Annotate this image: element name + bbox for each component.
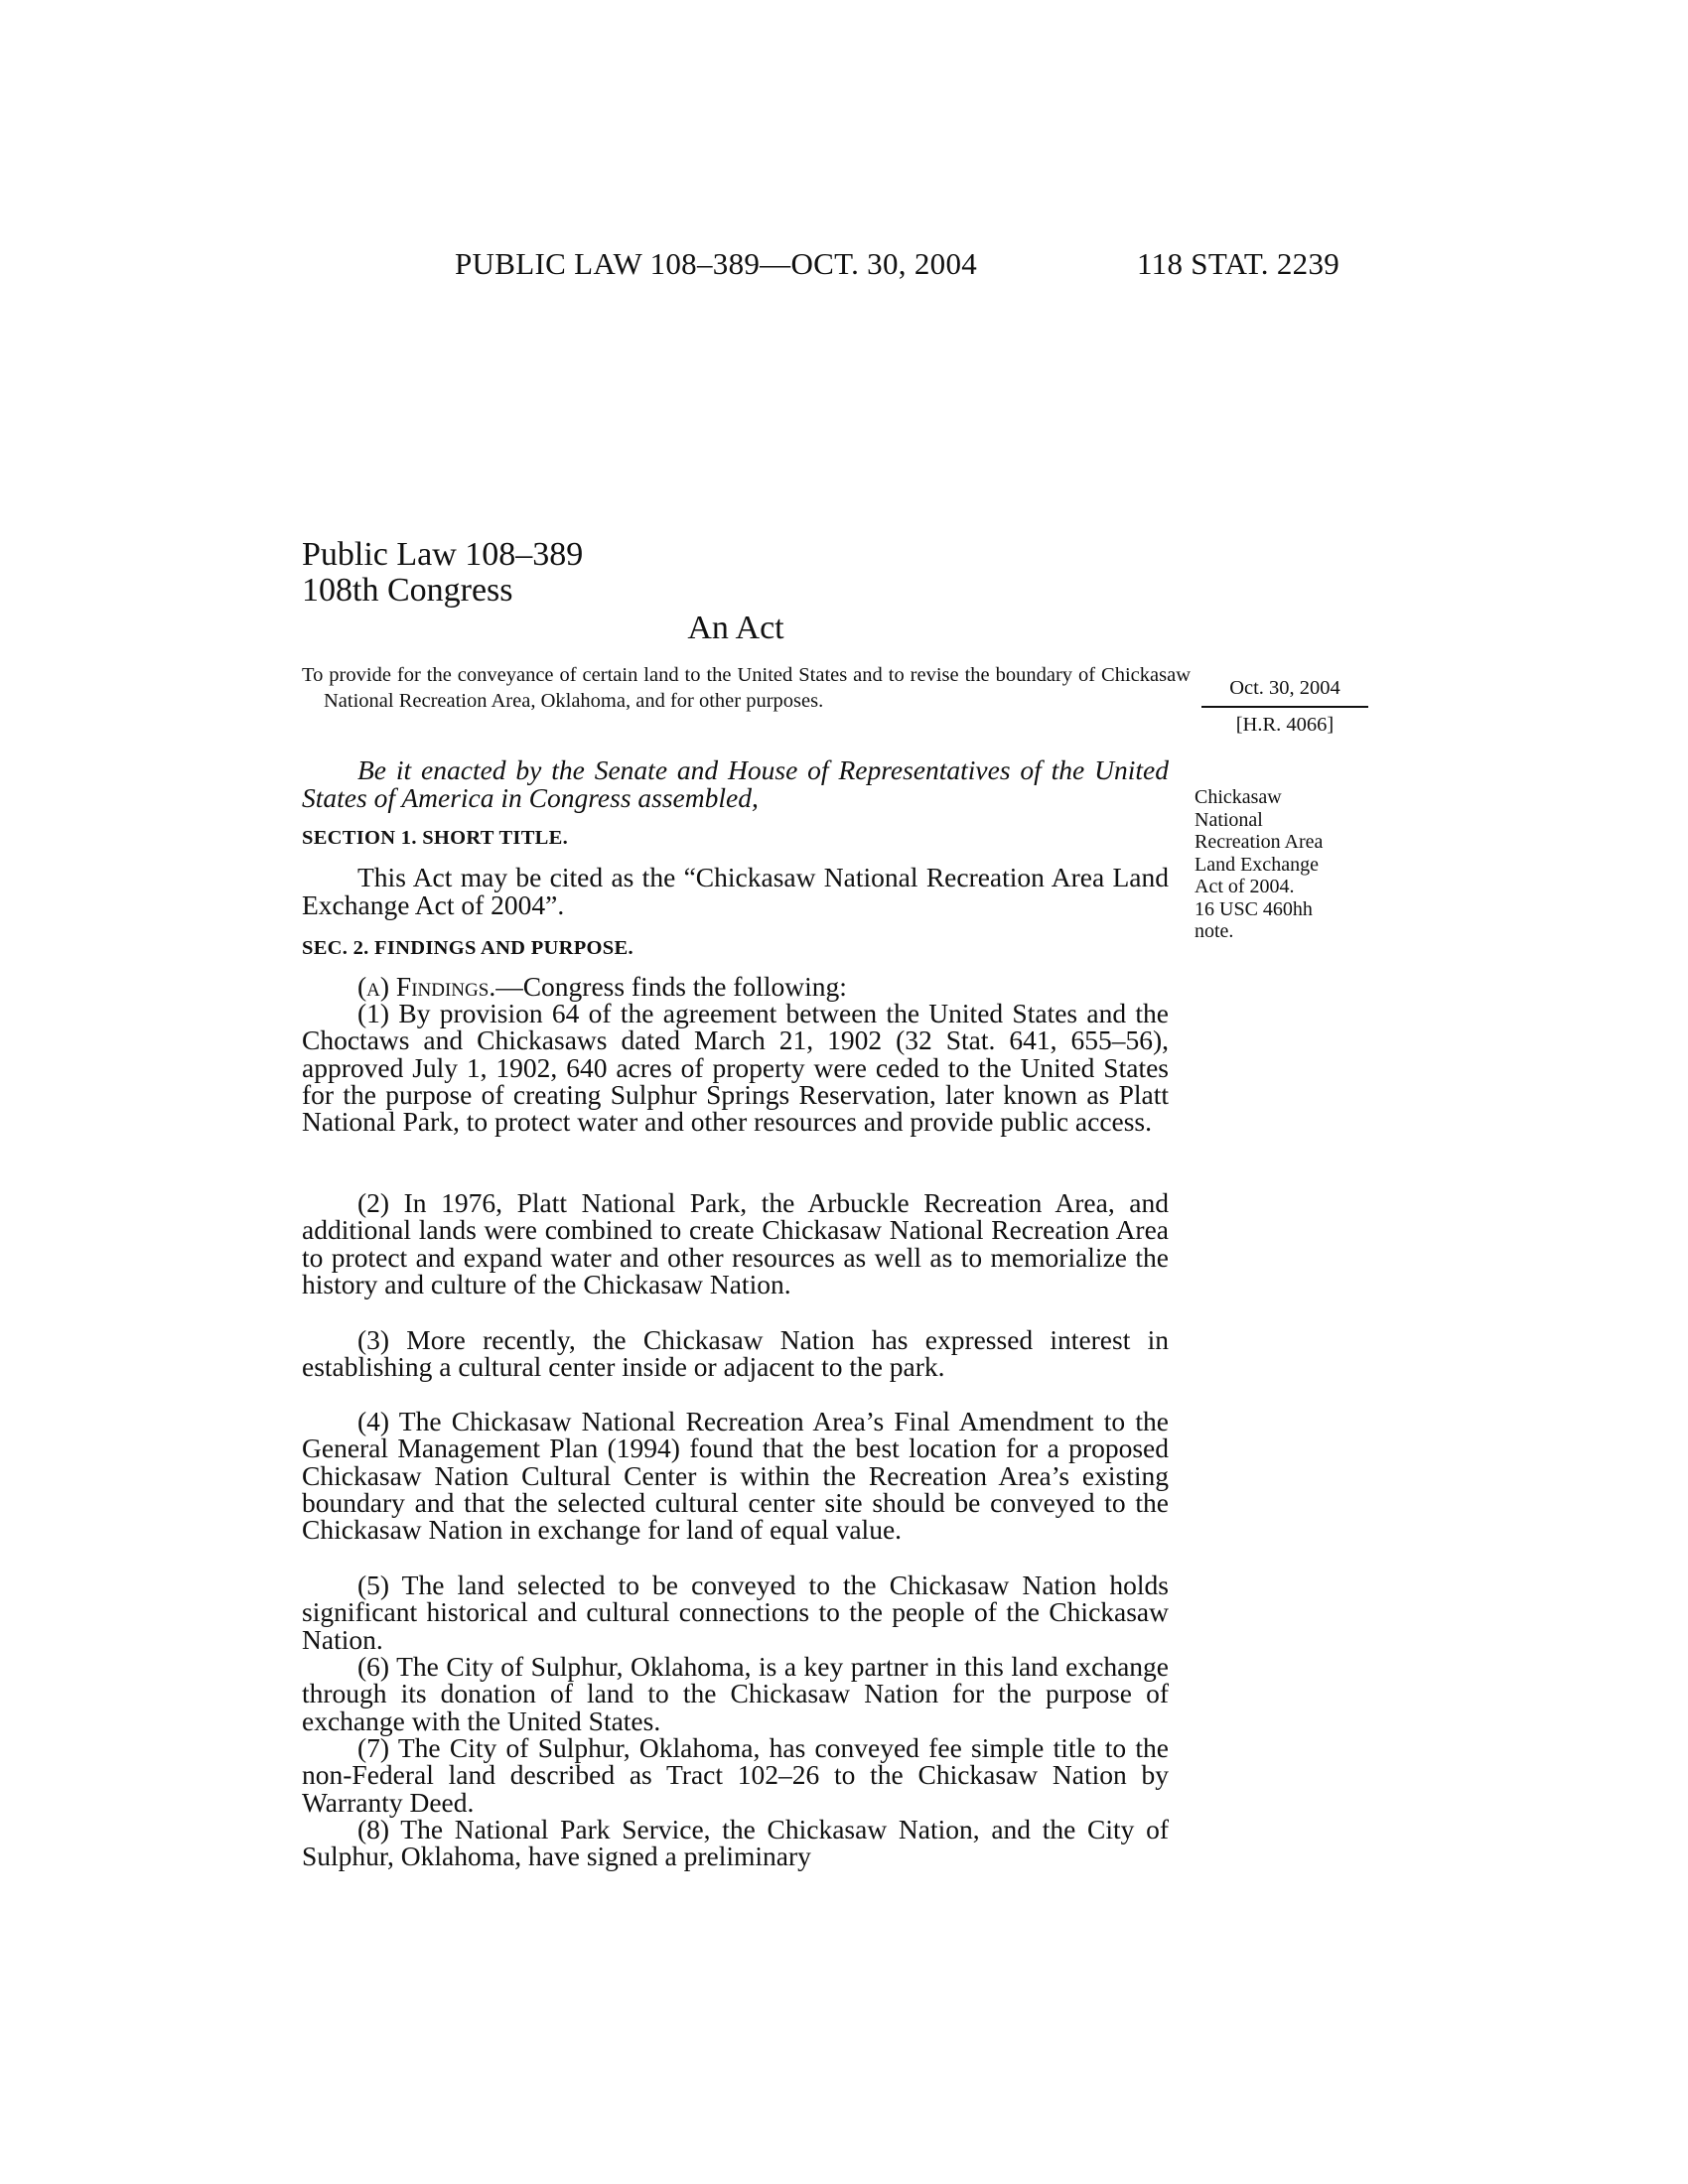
finding-2: (2) In 1976, Platt National Park, the Arbuckle Recreation Area, and additional lands were combined to create Chickasaw National Recreation Area to protect and expand water and other resources as well as to memorialize the history and culture of the Chickasaw Nation.: [302, 1187, 1169, 1299]
margin-date: Oct. 30, 2004: [1201, 677, 1368, 708]
finding-7: (7) The City of Sulphur, Oklahoma, has conveyed fee simple title to the non-Federal land described as Tract 102–26 to the Chickasaw Nation by Warranty Deed.: [302, 1732, 1169, 1818]
margin-note: [1195, 786, 1383, 943]
finding-6: (6) The City of Sulphur, Oklahoma, is a key partner in this land exchange through its donation of land to the Chickasaw Nation for the purpose of exchange with the United States.: [302, 1651, 1169, 1736]
margin-note-line: National: [1195, 808, 1263, 831]
enacting-clause: Be it enacted by the Senate and House of Representatives of the United States of America in Congress assembled,: [302, 754, 1169, 813]
margin-bill-number: [H.R. 4066]: [1235, 714, 1335, 736]
findings-intro: [302, 973, 1169, 1001]
section-1-heading: SECTION 1. SHORT TITLE.: [302, 827, 569, 849]
section-1-text: This Act may be cited as the “Chickasaw National Recreation Area Land Exchange Act of 2004”.: [302, 862, 1169, 920]
law-number: Public Law 108–389: [302, 536, 584, 573]
act-heading: An Act: [687, 610, 784, 646]
margin-note-line: Recreation Area: [1195, 831, 1324, 853]
congress-number: 108th Congress: [302, 572, 513, 609]
finding-8: (8) The National Park Service, the Chickasaw Nation, and the City of Sulphur, Oklahoma, have signed a preliminary: [302, 1814, 1169, 1872]
margin-note-line: Land Exchange: [1195, 853, 1319, 876]
running-head-citation: PUBLIC LAW 108–389—OCT. 30, 2004: [455, 246, 978, 281]
act-purpose: To provide for the conveyance of certain land to the United States and to revise the boundary of Chickasaw National Recreation Area, Oklahoma, and for other purposes.: [302, 664, 1191, 712]
margin-note-line: Chickasaw: [1195, 786, 1282, 808]
finding-3: (3) More recently, the Chickasaw Nation has expressed interest in establishing a cultural center inside or adjacent to the park.: [302, 1324, 1169, 1383]
running-head-page-number: 118 STAT. 2239: [1137, 246, 1340, 281]
finding-5: (5) The land selected to be conveyed to the Chickasaw Nation holds significant historical and cultural connections to the people of the Chickasaw Nation.: [302, 1570, 1169, 1655]
finding-1: (1) By provision 64 of the agreement between the United States and the Choctaws and Chickasaws dated March 21, 1902 (32 Stat. 641, 655–56), approved July 1, 1902, 640 acres of property were ceded to the United States for the purpose of creating Sulphur Springs Reservation, later known as Platt National Park, to protect water and other resources and provide public access.: [302, 998, 1169, 1138]
margin-date-block: [1201, 677, 1368, 737]
findings-intro-text: .—Congress finds the following:: [489, 971, 847, 1002]
margin-note-line: note.: [1195, 920, 1234, 942]
finding-4: (4) The Chickasaw National Recreation Area’s Final Amendment to the General Management Plan (1994) found that the best location for a proposed Chickasaw Nation Cultural Center is within the Recreation Area’s existing boundary and that the selected cultural center site should be conveyed to the Chickasaw Nation in exchange for land of equal value.: [302, 1406, 1169, 1546]
margin-note-line: 16 USC 460hh: [1195, 897, 1313, 920]
margin-note-line: Act of 2004.: [1195, 876, 1295, 897]
findings-label: (a) Findings: [357, 971, 490, 1002]
section-2-heading: SEC. 2. FINDINGS AND PURPOSE.: [302, 937, 633, 959]
